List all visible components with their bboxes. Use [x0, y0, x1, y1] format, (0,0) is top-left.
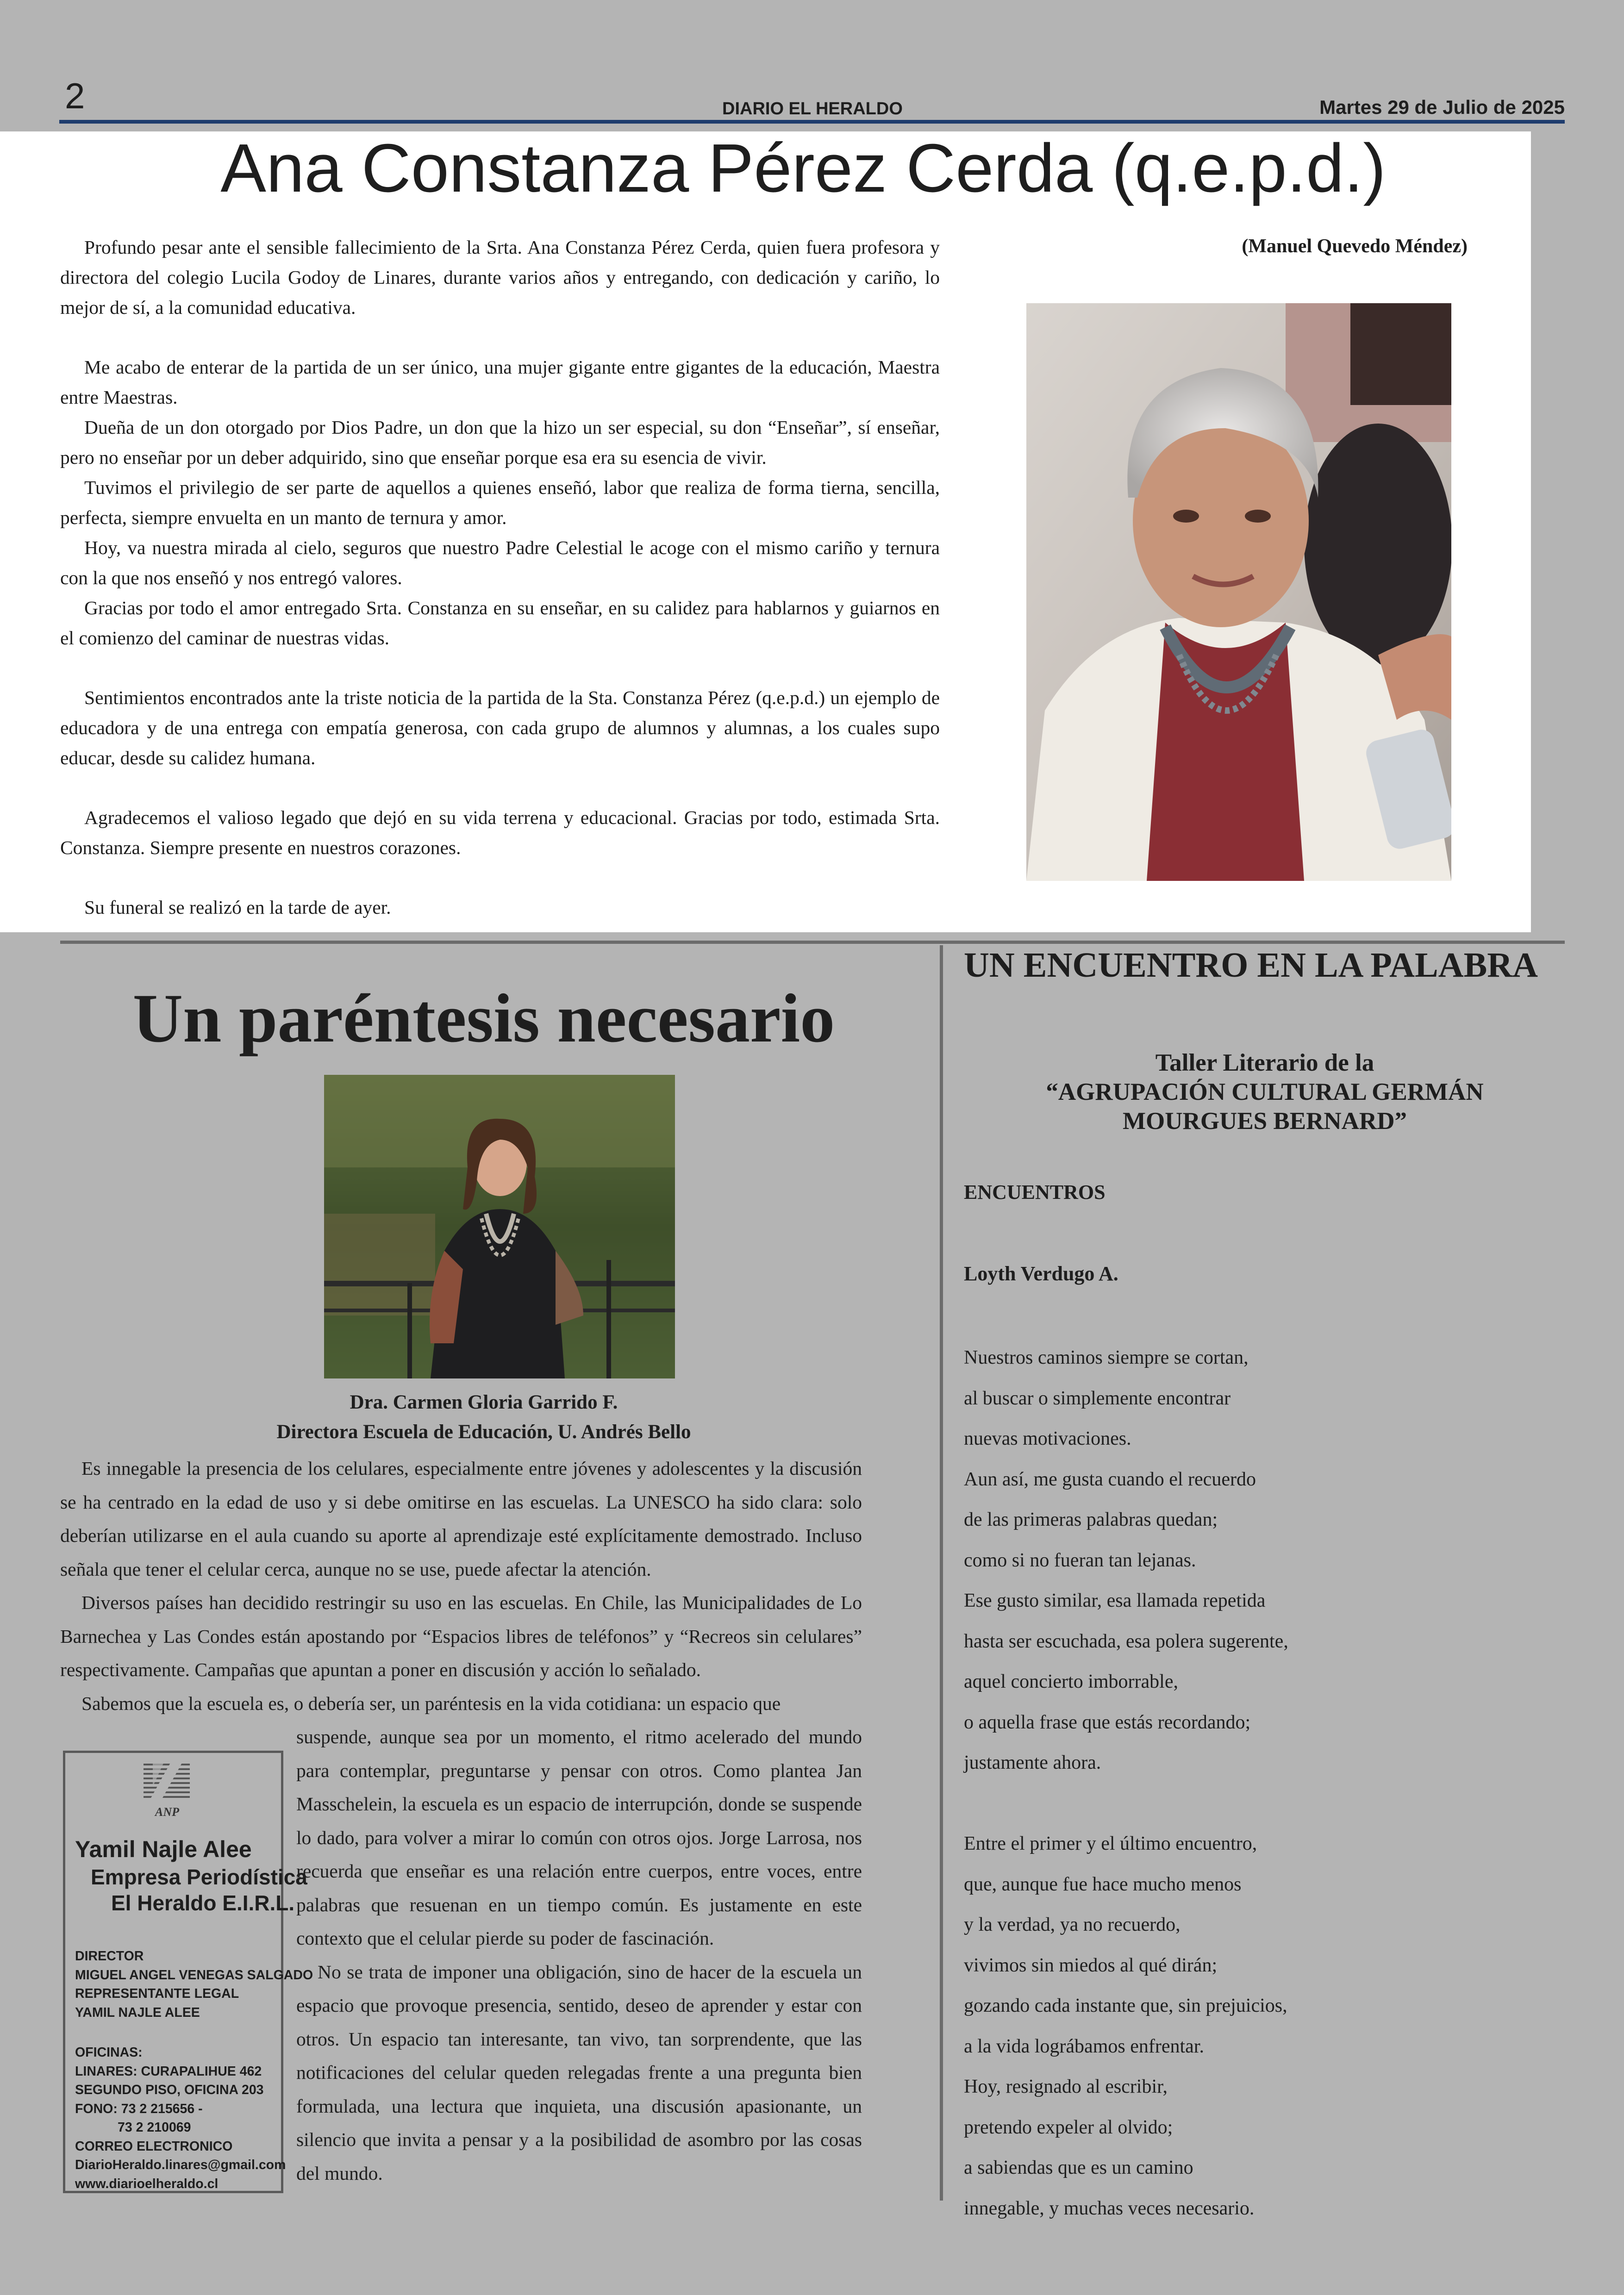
obituary-paragraph: Su funeral se realizó en la tarde de ayer. [84, 897, 391, 918]
poem-line: justamente ahora. [964, 1752, 1101, 1773]
poem-line: como si no fueran tan lejanas. [964, 1549, 1196, 1571]
obituary-paragraph: Me acabo de enterar de la partida de un ser único, una mujer gigante entre gigantes de la educación, Maestra entre Maestras. [60, 356, 940, 408]
article-body-continued [296, 1720, 862, 2190]
issue-date: Martes 29 de Julio de 2025 [1319, 96, 1565, 118]
phone-line-2: 73 2 210069 [118, 2120, 191, 2135]
obituary-paragraph: Hoy, va nuestra mirada al cielo, seguros que nuestro Padre Celestial le acoge con el mismo cariño y ternura con la que nos enseñó y nos entregó valores. [60, 537, 940, 588]
website: www.diarioelheraldo.cl [75, 2176, 219, 2191]
obituary-paragraph: Dueña de un don otorgado por Dios Padre, un don que la hizo un ser especial, su don “Enseñar”, sí enseñar, pero no enseñar por un deber adquirido, sino que enseñar porque esa era su esencia de vivir. [60, 417, 940, 468]
obituary-paragraph: Agradecemos el valioso legado que dejó en su vida terrena y educacional. Gracias por todo, estimada Srta. Constanza. Siempre presente en nuestros corazones. [60, 807, 940, 858]
article-paragraph: Diversos países han decidido restringir su uso en las escuelas. En Chile, las Municipalidades de Lo Barnechea y Las Condes están apostando por “Espacios libres de teléfonos” y “Recreos sin celulares” respectivamente. Campañas que apuntan a poner en discusión y acción lo señalado. [60, 1592, 862, 1680]
poem-line: al buscar o simplemente encontrar [964, 1387, 1231, 1409]
article-paragraph: Sabemos que la escuela es, o debería ser, un paréntesis en la vida cotidiana: un espacio que [81, 1692, 781, 1714]
masthead-contact [75, 2043, 286, 2193]
article-title: Un paréntesis necesario [132, 980, 835, 1057]
obituary-paragraph: Sentimientos encontrados ante la triste noticia de la partida de la Sta. Constanza Pérez (q.e.p.d.) un ejemplo de educadora y de una entrega con empatía generosa, con cada grupo de alumnos y alumnas, a los cuales supo educar, desde su calidez humana. [60, 687, 940, 768]
anp-logo-text: ANP [155, 1805, 179, 1819]
section-rule [60, 941, 1565, 944]
legal-name: YAMIL NAJLE ALEE [75, 2005, 200, 2020]
email-label: CORREO ELECTRONICO [75, 2139, 233, 2154]
header-rule [59, 120, 1565, 124]
article-author [139, 1388, 829, 1447]
poem-line: que, aunque fue hace mucho menos [964, 1873, 1242, 1895]
poem-line: y la verdad, ya no recuerdo, [964, 1914, 1181, 1935]
office-address-detail: SEGUNDO PISO, OFICINA 203 [75, 2083, 264, 2097]
poem-stanza-2 [964, 1824, 1543, 2229]
obituary-body [60, 232, 940, 923]
page-number: 2 [65, 75, 85, 116]
offices-label: OFICINAS: [75, 2045, 143, 2060]
anp-logo-icon [139, 1759, 194, 1805]
director-name: MIGUEL ANGEL VENEGAS SALGADO [75, 1967, 313, 1983]
article-body [60, 1452, 862, 1720]
poem-line: Entre el primer y el último encuentro, [964, 1833, 1257, 1854]
poem-line: a sabiendas que es un camino [964, 2157, 1193, 2178]
poem-line: Ese gusto similar, esa llamada repetida [964, 1590, 1266, 1611]
poem-line: nuevas motivaciones. [964, 1428, 1131, 1449]
article-paragraph: No se trata de imponer una obligación, sino de hacer de la escuela un espacio que provoque presencia, sentido, deseo de aprender y estar con otros. Un espacio tan interesante, tan vivo, tan sorprendente, que las notificaciones del celular queden relegadas frente a una pregunta bien formulada, una lectura que inquieta, una discusión apasionante, un silencio que invita a pensar y a la posibilidad de asombro por las cosas del mundo. [296, 1961, 862, 2184]
director-label: DIRECTOR [75, 1949, 144, 1964]
author-name: Dra. Carmen Gloria Garrido F. [350, 1391, 618, 1413]
poem-line: innegable, y muchas veces necesario. [964, 2197, 1255, 2219]
masthead-company: Empresa Periodística [91, 1865, 307, 1889]
poem-line: vivimos sin miedos al qué dirán; [964, 1954, 1218, 1976]
phone-line: FONO: 73 2 215656 - [75, 2101, 203, 2116]
obituary-paragraph: Profundo pesar ante el sensible fallecimiento de la Srta. Ana Constanza Pérez Cerda, quien fuera profesora y directora del colegio Lucila Godoy de Linares, durante varios años y entregando, con dedicación y cariño, lo mejor de sí, a la comunidad educativa. [60, 237, 940, 318]
subtitle-line: Taller Literario de la [1155, 1049, 1374, 1076]
subtitle-line: “AGRUPACIÓN CULTURAL GERMÁN [1046, 1079, 1484, 1105]
masthead-owner: Yamil Najle Alee [75, 1836, 252, 1862]
poem-line: de las primeras palabras quedan; [964, 1509, 1218, 1530]
article-paragraph: suspende, aunque sea por un momento, el ritmo acelerado del mundo para contemplar, preguntarse y pensar con otros. Como plantea Jan Masschelein, la escuela es un espacio de interrupción, donde se suspende lo dado, para volver a mirar lo común con otros ojos. Jorge Larrosa, nos recuerda que enseñar es una relación entre cuerpos, entre voces, entre palabras que resuenan en un tiempo común. Es justamente en este contexto que el celular pierde su poder de fascinación. [296, 1726, 862, 1949]
obituary-portrait-photo [1026, 303, 1451, 881]
obituary-paragraph: Gracias por todo el amor entregado Srta. Constanza en su enseñar, en su calidez para hablarnos y guiarnos en el comienzo del caminar de nuestras vidas. [60, 597, 940, 649]
poem-line: Aun así, me gusta cuando el recuerdo [964, 1468, 1256, 1490]
article-paragraph: Es innegable la presencia de los celulares, especialmente entre jóvenes y adolescentes y la discusión se ha centrado en la edad de uso y si debe omitirse en las escuelas. La UNESCO ha sido clara: solo deberían utilizarse en el aula cuando su aporte al aprendizaje esté explícitamente demostrado. Incluso señala que tener el celular cerca, aunque no se use, puede afectar la atención. [60, 1458, 862, 1580]
legal-label: REPRESENTANTE LEGAL [75, 1986, 239, 2001]
poem-line: a la vida lográbamos enfrentar. [964, 2035, 1204, 2057]
column-rule [940, 945, 943, 2201]
poem-line: aquel concierto imborrable, [964, 1671, 1178, 1692]
poem [964, 1338, 1543, 2229]
poem-line: o aquella frase que estás recordando; [964, 1711, 1251, 1733]
office-address: LINARES: CURAPALIHUE 462 [75, 2064, 262, 2079]
column-title: UN ENCUENTRO EN LA PALABRA [964, 946, 1538, 985]
author-photo [324, 1075, 675, 1378]
poem-section-title: ENCUENTROS [964, 1181, 1106, 1204]
obituary-paragraph: Tuvimos el privilegio de ser parte de aquellos a quienes enseñó, labor que realiza de forma tierna, sencilla, perfecta, siempre envuelta en un manto de ternura y amor. [60, 477, 940, 528]
masthead-staff [75, 1947, 313, 2022]
email-address: DiarioHeraldo.linares@gmail.com [75, 2158, 286, 2172]
author-role: Directora Escuela de Educación, U. Andrés Bello [276, 1421, 691, 1443]
poem-line: Nuestros caminos siempre se cortan, [964, 1347, 1249, 1368]
poem-line: Hoy, resignado al escribir, [964, 2076, 1168, 2097]
poem-line: gozando cada instante que, sin prejuicios, [964, 1995, 1287, 2016]
obituary-byline: (Manuel Quevedo Méndez) [1242, 236, 1468, 257]
subtitle-line: MOURGUES BERNARD” [1123, 1108, 1407, 1135]
poem-line: hasta ser escuchada, esa polera sugerente, [964, 1630, 1288, 1652]
newspaper-name: DIARIO EL HERALDO [722, 99, 903, 118]
column-subtitle [964, 1048, 1566, 1136]
obituary-title: Ana Constanza Pérez Cerda (q.e.p.d.) [220, 130, 1386, 206]
poem-line: pretendo expeler al olvido; [964, 2116, 1173, 2138]
poem-stanza-1 [964, 1338, 1543, 1784]
poem-author: Loyth Verdugo A. [964, 1262, 1118, 1285]
masthead-company-name: El Heraldo E.I.R.L. [111, 1891, 295, 1915]
